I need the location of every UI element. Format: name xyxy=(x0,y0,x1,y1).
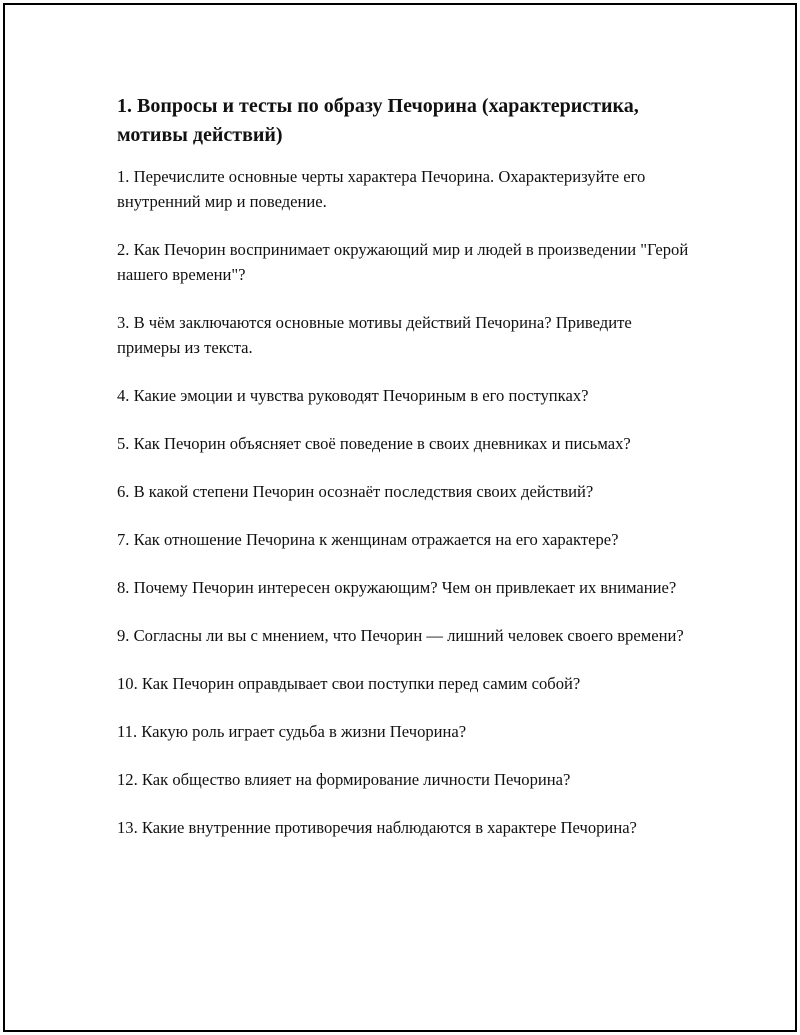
question-6: 6. В какой степени Печорин осознаёт последствия своих действий? xyxy=(117,482,594,501)
question-8: 8. Почему Печорин интересен окружающим? Чем он привлекает их внимание? xyxy=(117,578,677,597)
question-7: 7. Как отношение Печорина к женщинам отражается на его характере? xyxy=(117,530,619,549)
question-3: 3. В чём заключаются основные мотивы действий Печорина? Приведите примеры из текста. xyxy=(117,313,632,357)
question-11: 11. Какую роль играет судьба в жизни Печорина? xyxy=(117,722,467,741)
question-10: 10. Как Печорин оправдывает свои поступки перед самим собой? xyxy=(117,674,581,693)
question-12: 12. Как общество влияет на формирование личности Печорина? xyxy=(117,770,571,789)
question-list xyxy=(117,164,697,840)
question-9: 9. Согласны ли вы с мнением, что Печорин — лишний человек своего времени? xyxy=(117,626,684,645)
document-title: 1. Вопросы и тесты по образу Печорина (характеристика, мотивы действий) xyxy=(117,95,639,146)
question-2: 2. Как Печорин воспринимает окружающий мир и людей в произведении "Герой нашего времени"? xyxy=(117,240,689,284)
question-13: 13. Какие внутренние противоречия наблюдаются в характере Печорина? xyxy=(117,818,637,837)
question-5: 5. Как Печорин объясняет своё поведение в своих дневниках и письмах? xyxy=(117,434,631,453)
question-1: 1. Перечислите основные черты характера Печорина. Охарактеризуйте его внутренний мир и поведение. xyxy=(117,167,646,211)
document-body xyxy=(117,92,697,863)
question-4: 4. Какие эмоции и чувства руководят Печориным в его поступках? xyxy=(117,386,589,405)
